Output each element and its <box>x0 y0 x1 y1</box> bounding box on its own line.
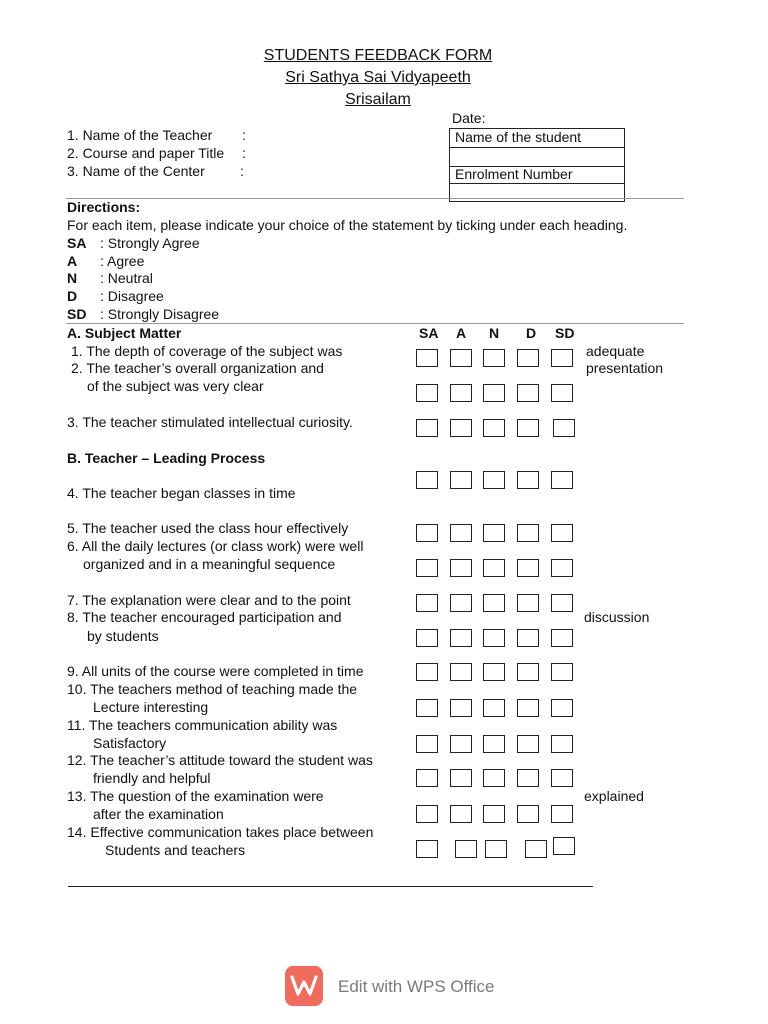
column-header-a: A <box>456 325 467 341</box>
item-1-checkbox-n[interactable] <box>483 349 505 367</box>
item-2-text-cont: of the subject was very clear <box>87 378 264 394</box>
item-13-checkbox-sd[interactable] <box>551 805 573 823</box>
item-11-checkbox-a[interactable] <box>450 735 472 753</box>
item-8-checkbox-d[interactable] <box>517 629 539 647</box>
column-header-sa: SA <box>419 325 439 341</box>
legend-meaning-sd: : Strongly Disagree <box>100 306 220 322</box>
item-2-checkbox-sd[interactable] <box>551 384 573 402</box>
item-3-checkbox-d[interactable] <box>517 419 539 437</box>
item-4-text: 4. The teacher began classes in time <box>67 485 296 501</box>
item-1-side: adequate <box>586 343 645 359</box>
course-title-colon: : <box>242 145 246 161</box>
item-4-checkbox-d[interactable] <box>517 471 539 489</box>
item-12-checkbox-sa[interactable] <box>416 769 438 787</box>
item-12-checkbox-sd[interactable] <box>551 769 573 787</box>
section-b-title: B. Teacher – Leading Process <box>67 450 266 466</box>
legend-code-a: A <box>67 253 78 269</box>
item-8-text: 8. The teacher encouraged participation and <box>67 609 342 625</box>
item-13-checkbox-a[interactable] <box>450 805 472 823</box>
center-name-colon: : <box>240 163 244 179</box>
item-13-checkbox-sa[interactable] <box>416 805 438 823</box>
item-10-checkbox-a[interactable] <box>450 699 472 717</box>
divider-middle <box>66 323 684 324</box>
teacher-name-label: 1. Name of the Teacher <box>67 127 213 143</box>
item-10-checkbox-sd[interactable] <box>551 699 573 717</box>
item-12-checkbox-d[interactable] <box>517 769 539 787</box>
item-11-text: 11. The teachers communication ability was <box>67 717 338 733</box>
item-12-checkbox-a[interactable] <box>450 769 472 787</box>
divider-top <box>66 198 684 199</box>
course-title-label: 2. Course and paper Title <box>67 145 225 161</box>
center-name-label: 3. Name of the Center <box>67 163 205 179</box>
form-title: STUDENTS FEEDBACK FORM <box>263 47 493 64</box>
signature-line <box>68 886 593 887</box>
item-2-checkbox-n[interactable] <box>483 384 505 402</box>
legend-code-n: N <box>67 270 78 286</box>
item-9-checkbox-a[interactable] <box>450 663 472 681</box>
date-label: Date: <box>452 110 486 126</box>
legend-code-sd: SD <box>67 306 87 322</box>
item-6-checkbox-sd[interactable] <box>551 559 573 577</box>
column-header-sd: SD <box>555 325 575 341</box>
student-name-field[interactable] <box>449 147 625 167</box>
enrolment-field[interactable] <box>449 183 625 202</box>
item-10-text: 10. The teachers method of teaching made the <box>67 681 358 697</box>
item-5-checkbox-d[interactable] <box>517 524 539 542</box>
item-6-checkbox-n[interactable] <box>483 559 505 577</box>
wps-logo-icon <box>285 966 323 1006</box>
legend-meaning-sa: : Strongly Agree <box>100 235 200 251</box>
item-14-checkbox-a[interactable] <box>455 840 477 858</box>
item-8-side: discussion <box>584 609 650 625</box>
item-9-checkbox-sa[interactable] <box>416 663 438 681</box>
item-9-checkbox-d[interactable] <box>517 663 539 681</box>
legend-meaning-d: : Disagree <box>100 288 164 304</box>
enrolment-label: Enrolment Number <box>455 166 573 182</box>
legend-meaning-a: : Agree <box>100 253 145 269</box>
item-13-checkbox-n[interactable] <box>483 805 505 823</box>
item-14-checkbox-d[interactable] <box>525 840 547 858</box>
item-12-text: 12. The teacher’s attitude toward the student was <box>67 752 373 768</box>
item-2-checkbox-sa[interactable] <box>416 384 438 402</box>
item-8-checkbox-sd[interactable] <box>551 629 573 647</box>
item-11-checkbox-d[interactable] <box>517 735 539 753</box>
directions-title: Directions: <box>67 199 141 215</box>
item-14-text-cont: Students and teachers <box>105 842 246 858</box>
item-14-checkbox-n[interactable] <box>485 840 507 858</box>
item-8-checkbox-n[interactable] <box>483 629 505 647</box>
item-7-checkbox-sd[interactable] <box>551 594 573 612</box>
item-6-checkbox-sa[interactable] <box>416 559 438 577</box>
legend-meaning-n: : Neutral <box>100 270 153 286</box>
item-3-checkbox-n[interactable] <box>483 419 505 437</box>
wps-watermark-text: Edit with WPS Office <box>338 977 495 996</box>
item-1-checkbox-sd[interactable] <box>551 349 573 367</box>
item-13-text: 13. The question of the examination were <box>67 788 324 804</box>
item-4-checkbox-sd[interactable] <box>551 471 573 489</box>
item-10-checkbox-d[interactable] <box>517 699 539 717</box>
item-7-checkbox-n[interactable] <box>483 594 505 612</box>
item-6-text: 6. All the daily lectures (or class work) were well <box>67 538 364 554</box>
column-header-d: D <box>526 325 537 341</box>
item-4-checkbox-sa[interactable] <box>416 471 438 489</box>
item-2-side: presentation <box>586 360 664 376</box>
item-11-checkbox-n[interactable] <box>483 735 505 753</box>
item-13-checkbox-d[interactable] <box>517 805 539 823</box>
item-11-text-cont: Satisfactory <box>93 735 167 751</box>
item-3-checkbox-sa[interactable] <box>416 419 438 437</box>
location-name: Srisailam <box>345 91 411 108</box>
item-5-checkbox-sa[interactable] <box>416 524 438 542</box>
item-10-checkbox-n[interactable] <box>483 699 505 717</box>
item-3-text: 3. The teacher stimulated intellectual curiosity. <box>67 414 353 430</box>
legend-code-sa: SA <box>67 235 87 251</box>
item-1-text: 1. The depth of coverage of the subject was <box>71 343 343 359</box>
item-8-checkbox-a[interactable] <box>450 629 472 647</box>
item-3-checkbox-sd[interactable] <box>553 419 575 437</box>
item-1-checkbox-d[interactable] <box>517 349 539 367</box>
directions-text: For each item, please indicate your choice of the statement by ticking under each heading. <box>67 217 628 233</box>
item-5-checkbox-n[interactable] <box>483 524 505 542</box>
institution-name: Sri Sathya Sai Vidyapeeth <box>285 69 471 86</box>
item-9-checkbox-sd[interactable] <box>551 663 573 681</box>
item-11-checkbox-sa[interactable] <box>416 735 438 753</box>
item-7-checkbox-a[interactable] <box>450 594 472 612</box>
item-14-checkbox-sa[interactable] <box>416 840 438 858</box>
teacher-name-colon: : <box>242 127 246 143</box>
item-2-text: 2. The teacher’s overall organization and <box>71 360 324 376</box>
column-header-n: N <box>489 325 500 341</box>
item-12-text-cont: friendly and helpful <box>93 770 211 786</box>
item-5-checkbox-sd[interactable] <box>551 524 573 542</box>
item-8-text-cont: by students <box>87 628 159 644</box>
item-13-side: explained <box>584 788 644 804</box>
item-7-checkbox-d[interactable] <box>517 594 539 612</box>
student-name-label: Name of the student <box>455 129 582 145</box>
item-2-checkbox-a[interactable] <box>450 384 472 402</box>
item-6-text-cont: organized and in a meaningful sequence <box>83 556 336 572</box>
item-7-text: 7. The explanation were clear and to the point <box>67 592 351 608</box>
item-1-checkbox-sa[interactable] <box>416 349 438 367</box>
item-14-text: 14. Effective communication takes place between <box>67 824 374 840</box>
item-7-checkbox-sa[interactable] <box>416 594 438 612</box>
item-5-text: 5. The teacher used the class hour effectively <box>67 520 349 536</box>
item-8-checkbox-sa[interactable] <box>416 629 438 647</box>
item-14-checkbox-sd[interactable] <box>553 837 575 855</box>
item-9-text: 9. All units of the course were completed in time <box>67 663 364 679</box>
item-4-checkbox-a[interactable] <box>450 471 472 489</box>
item-11-checkbox-sd[interactable] <box>551 735 573 753</box>
item-9-checkbox-n[interactable] <box>483 663 505 681</box>
legend-code-d: D <box>67 288 78 304</box>
item-3-checkbox-a[interactable] <box>450 419 472 437</box>
item-1-checkbox-a[interactable] <box>450 349 472 367</box>
item-5-checkbox-a[interactable] <box>450 524 472 542</box>
item-13-text-cont: after the examination <box>93 806 224 822</box>
item-2-checkbox-d[interactable] <box>517 384 539 402</box>
item-4-checkbox-n[interactable] <box>483 471 505 489</box>
item-10-text-cont: Lecture interesting <box>93 699 209 715</box>
item-6-checkbox-d[interactable] <box>517 559 539 577</box>
item-12-checkbox-n[interactable] <box>483 769 505 787</box>
section-a-title: A. Subject Matter <box>67 325 182 341</box>
item-10-checkbox-sa[interactable] <box>416 699 438 717</box>
item-6-checkbox-a[interactable] <box>450 559 472 577</box>
